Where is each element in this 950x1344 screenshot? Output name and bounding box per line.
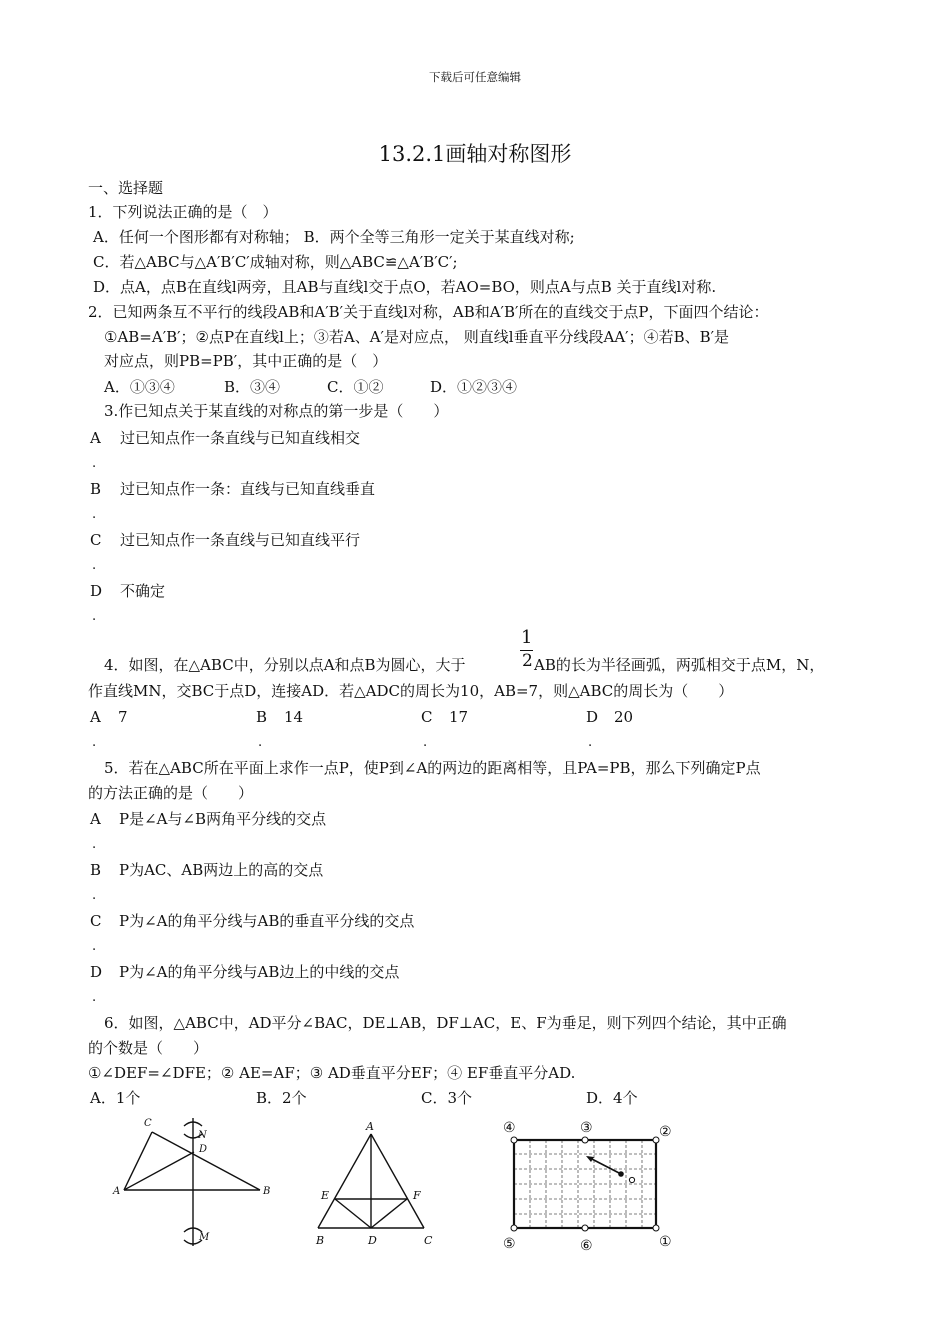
dot: . bbox=[92, 507, 97, 522]
page-title: 13.2.1画轴对称图形 bbox=[378, 142, 572, 166]
q4-option-letter: D bbox=[586, 708, 599, 726]
q1-stem: 1．下列说法正确的是（ ） bbox=[88, 203, 278, 221]
q6-option: C．3个 bbox=[421, 1089, 473, 1107]
dot: . bbox=[92, 888, 97, 903]
fig1-label: M bbox=[199, 1232, 210, 1243]
q3-option-letter: D bbox=[90, 582, 103, 600]
dot: . bbox=[92, 990, 97, 1005]
q6-option: B．2个 bbox=[256, 1089, 307, 1107]
q5-option-text: P是∠A与∠B两角平分线的交点 bbox=[119, 810, 327, 828]
q2-option: A．①③④ bbox=[104, 378, 175, 396]
fig3-label: ⑥ bbox=[580, 1238, 593, 1254]
dot: . bbox=[92, 558, 97, 573]
q6-line: 的个数是（ ） bbox=[88, 1039, 209, 1057]
fraction-denominator: 2 bbox=[522, 651, 533, 671]
q6-option: D．4个 bbox=[586, 1089, 638, 1107]
q1-line: C．若△ABC与△A′B′C′成轴对称，则△ABC≌△A′B′C′; bbox=[93, 253, 458, 271]
q2-stem: 2．已知两条互不平行的线段AB和A′B′关于直线l对称，AB和A′B′所在的直线交于点P，下面四个结论： bbox=[88, 303, 769, 321]
q4-option-letter: A bbox=[90, 708, 101, 726]
q1-line: D．点A，点B在直线l两旁，且AB与直线l交于点O，若AO=BO，则点A与点B 关于直线l对称. bbox=[93, 278, 717, 296]
fig1-label: A bbox=[113, 1186, 121, 1197]
q2-option: C．①② bbox=[327, 378, 384, 396]
section-heading: 一、选择题 bbox=[88, 179, 164, 197]
dot: . bbox=[92, 735, 97, 750]
q4-option-text: 17 bbox=[449, 708, 469, 726]
q4-option-letter: C bbox=[421, 708, 433, 726]
q3-option-text: 过已知点作一条直线与已知直线平行 bbox=[120, 531, 361, 549]
q3-stem: 3.作已知点关于某直线的对称点的第一步是（ ） bbox=[104, 402, 449, 420]
figure-isosceles-triangle bbox=[310, 1116, 440, 1246]
fig1-label: D bbox=[199, 1144, 208, 1155]
q3-option-letter: A bbox=[90, 429, 101, 447]
q3-option-letter: C bbox=[90, 531, 102, 549]
dot: . bbox=[258, 735, 263, 750]
dot: . bbox=[92, 609, 97, 624]
fig2-label: E bbox=[321, 1189, 330, 1202]
fig2-label: B bbox=[316, 1234, 325, 1246]
q2-option: B．③④ bbox=[224, 378, 281, 396]
q4-line: 4．如图，在△ABC中，分别以点A和点B为圆心，大于 bbox=[104, 656, 466, 674]
q4-line: AB的长为半径画弧，两弧相交于点M，N， bbox=[534, 656, 825, 674]
q5-option-text: P为∠A的角平分线与AB的垂直平分线的交点 bbox=[119, 912, 415, 930]
fig3-label: ④ bbox=[503, 1120, 516, 1136]
fig3-label: ① bbox=[659, 1234, 672, 1250]
page-header: 下载后可任意编辑 bbox=[429, 70, 521, 84]
dot: . bbox=[423, 735, 428, 750]
q1-line: A．任何一个图形都有对称轴； B．两个全等三角形一定关于某直线对称; bbox=[93, 228, 575, 246]
q5-option-text: P为∠A的角平分线与AB边上的中线的交点 bbox=[119, 963, 400, 981]
dot: . bbox=[92, 939, 97, 954]
dot: . bbox=[92, 837, 97, 852]
dot: . bbox=[92, 456, 97, 471]
q5-line: 5．若在△ABC所在平面上求作一点P，使P到∠A的两边的距离相等，且PA=PB，那么下列确定P点 bbox=[104, 759, 761, 777]
dot: . bbox=[588, 735, 593, 750]
q4-option-text: 7 bbox=[118, 708, 128, 726]
q4-option-text: 20 bbox=[614, 708, 634, 726]
q2-line: ①AB=A′B′；②点P在直线l上；③若A、A′是对应点， 则直线l垂直平分线段AA′；④若B、B′是 bbox=[104, 328, 730, 346]
fig1-label: C bbox=[144, 1118, 152, 1129]
figure-triangle-bisector bbox=[110, 1114, 290, 1250]
fig3-label: ② bbox=[659, 1124, 672, 1140]
q4-option-text: 14 bbox=[284, 708, 304, 726]
fig2-label: D bbox=[368, 1234, 377, 1246]
q2-line: 对应点，则PB=PB′，其中正确的是（ ） bbox=[104, 352, 388, 370]
fraction-numerator: 1 bbox=[521, 627, 533, 648]
q3-option-letter: B bbox=[90, 480, 102, 498]
q3-option-text: 不确定 bbox=[120, 582, 166, 600]
q6-line: 6．如图，△ABC中，AD平分∠BAC，DE⊥AB，DF⊥AC，E、F为垂足，则下列四个结论，其中正确 bbox=[104, 1014, 787, 1032]
fig1-label: B bbox=[263, 1186, 271, 1197]
fig1-label: N bbox=[198, 1130, 207, 1141]
q2-option: D．①②③④ bbox=[430, 378, 518, 396]
q5-option-letter: B bbox=[90, 861, 102, 879]
q3-option-text: 过已知点作一条：直线与已知直线垂直 bbox=[120, 480, 376, 498]
fig2-label: A bbox=[366, 1120, 374, 1133]
fig3-label: ③ bbox=[580, 1120, 593, 1136]
q4-option-letter: B bbox=[256, 708, 268, 726]
q5-option-letter: A bbox=[90, 810, 101, 828]
q5-line: 的方法正确的是（ ） bbox=[88, 784, 254, 802]
figure-grid bbox=[498, 1116, 688, 1254]
q6-line: ①∠DEF=∠DFE；② AE=AF；③ AD垂直平分EF；④ EF垂直平分AD. bbox=[88, 1064, 576, 1082]
q5-option-letter: D bbox=[90, 963, 103, 981]
q3-option-text: 过已知点作一条直线与已知直线相交 bbox=[120, 429, 361, 447]
q5-option-letter: C bbox=[90, 912, 102, 930]
q6-option: A．1个 bbox=[90, 1089, 141, 1107]
fig2-label: F bbox=[413, 1189, 421, 1202]
fig3-label: ⑤ bbox=[503, 1236, 516, 1252]
q5-option-text: P为AC、AB两边上的高的交点 bbox=[119, 861, 324, 879]
q4-line: 作直线MN，交BC于点D，连接AD．若△ADC的周长为10，AB=7，则△ABC的周长为（ ） bbox=[88, 682, 734, 700]
fig2-label: C bbox=[424, 1234, 433, 1246]
